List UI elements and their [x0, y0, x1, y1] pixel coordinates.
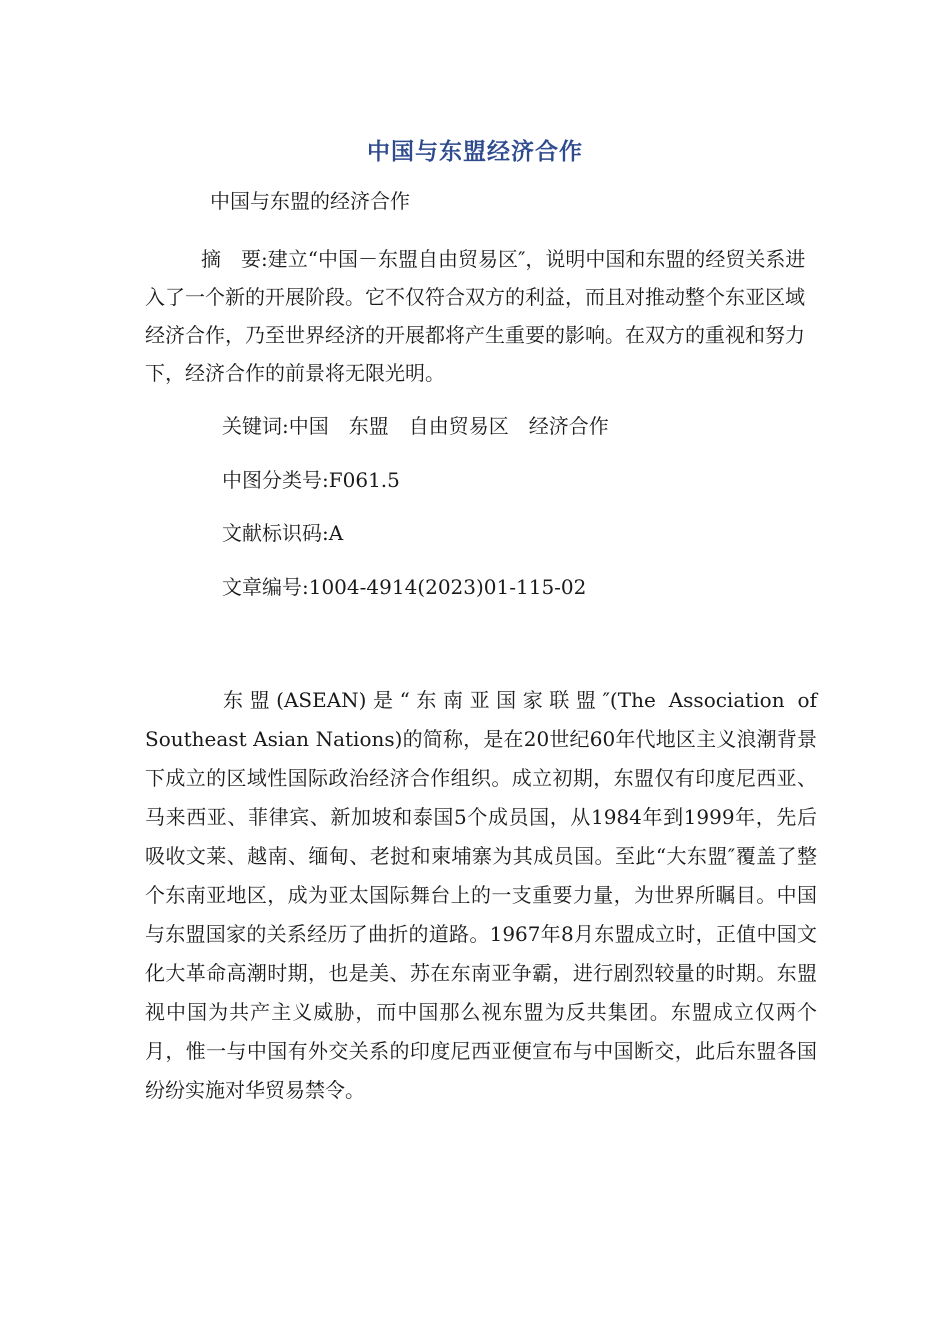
abstract-paragraph: 摘 要:建立“中国－东盟自由贸易区″，说明中国和东盟的经贸关系进入了一个新的开展阶段。它不仅符合双方的利益，而且对推动整个东亚区域经济合作，乃至世界经济的开展都将产生重要的影响。在双方的重视和努力下，经济合作的前景将无限光明。	[145, 247, 806, 385]
body-paragraph: 东盟(ASEAN)是“东南亚国家联盟″(The Association of Southeast Asian Nations)的简称，是在20世纪60年代地区主义浪潮背景下成立的区域性国际政治经济合作组织。成立初期，东盟仅有印度尼西亚、马来西亚、菲律宾、新加坡和泰国5个成员国，从1984年到1999年，先后吸收文莱、越南、缅甸、老挝和柬埔寨为其成员国。至此“大东盟″覆盖了整个东南亚地区，成为亚太国际舞台上的一支重要力量，为世界所瞩目。中国与东盟国家的关系经历了曲折的道路。1967年8月东盟成立时，正值中国文化大革命高潮时期，也是美、苏在东南亚争霸，进行剧烈较量的时期。东盟视中国为共产主义威胁，而中国那么视东盟为反共集团。东盟成立仅两个月，惟一与中国有外交关系的印度尼西亚便宣布与中国断交，此后东盟各国纷纷实施对华贸易禁令。	[145, 688, 817, 1102]
clc-number-line: 中图分类号:F061.5	[222, 468, 400, 492]
document-code-line: 文献标识码:A	[222, 521, 344, 545]
keywords-line: 关键词:中国 东盟 自由贸易区 经济合作	[222, 414, 609, 438]
article-number-line: 文章编号:1004-4914(2023)01-115-02	[222, 575, 587, 599]
document-subtitle: 中国与东盟的经济合作	[210, 189, 410, 213]
document-title: 中国与东盟经济合作	[367, 139, 583, 165]
